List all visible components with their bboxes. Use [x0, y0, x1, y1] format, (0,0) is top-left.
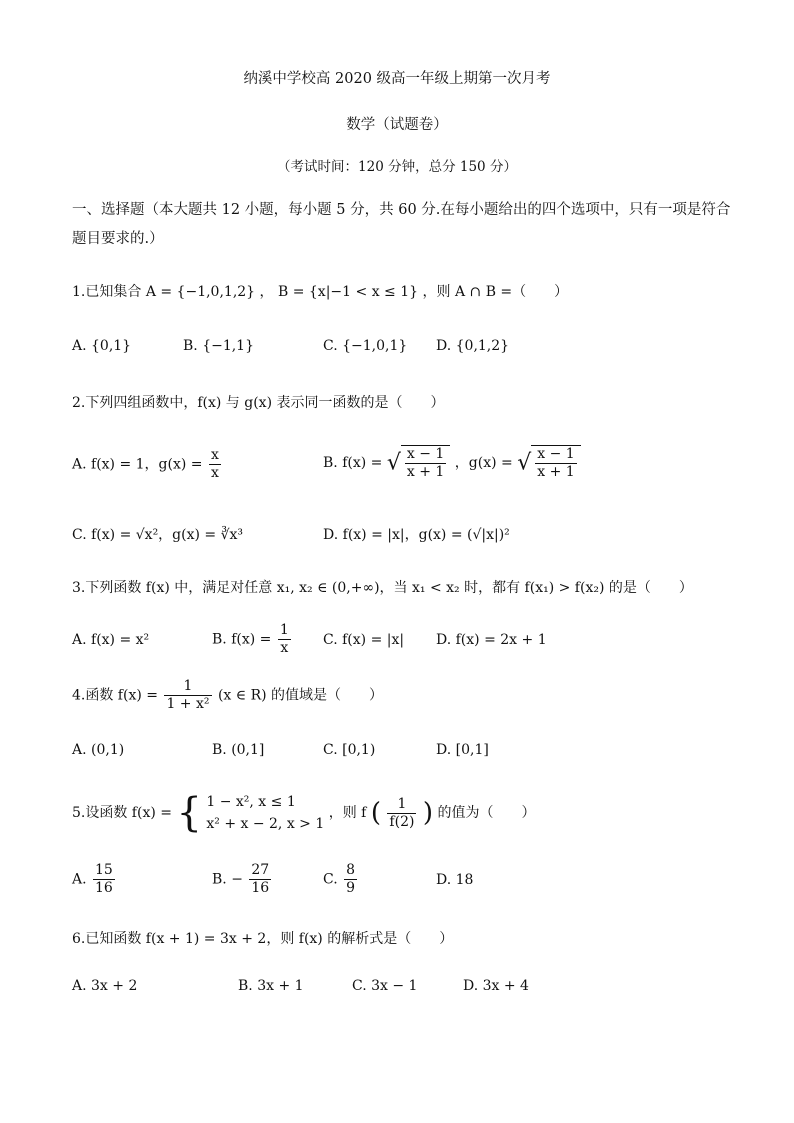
question-5: [72, 790, 536, 836]
question-6: 6.已知函数 f(x + 1) = 3x + 2，则 f(x) 的解析式是（ ）: [72, 931, 454, 947]
q4-option-a: A. (0,1): [72, 742, 125, 758]
q5-option-c-label: C.: [323, 871, 338, 888]
section-heading: 一、选择题（本大题共 12 小题，每小题 5 分，共 60 分.在每小题给出的四个选项中，只有一项是符合题目要求的.）: [72, 202, 731, 247]
q5-option-a: [72, 862, 117, 897]
radical-sign: √: [517, 450, 532, 476]
q2-option-a-fraction: [209, 447, 221, 482]
q4-fraction: [164, 678, 211, 713]
q1-option-c: C. {−1,0,1}: [323, 338, 408, 354]
q2-option-b-f: f(x) =: [342, 455, 383, 471]
exam-info: （考试时间：120 分钟，总分 150 分）: [277, 159, 517, 175]
q2-option-a-expr: f(x) = 1，g(x) =: [91, 456, 203, 473]
fraction-denominator: 9: [346, 880, 356, 896]
fraction-denominator: x: [210, 465, 219, 481]
q1-option-a: A. {0,1}: [72, 338, 132, 354]
q5-option-c: [323, 862, 359, 897]
q3-option-d: D. f(x) = 2x + 1: [436, 632, 547, 648]
q1-prefix: 1.已知集合: [72, 284, 142, 300]
fraction-numerator: 1: [164, 678, 211, 696]
exam-title: 纳溪中学校高 2020 级高一年级上期第一次月考: [243, 71, 551, 87]
q2-option-b-mid: ，g(x) =: [454, 455, 513, 471]
fraction-numerator: 1: [387, 796, 416, 814]
question-1: [72, 281, 568, 301]
q5-option-a-label: A.: [72, 871, 87, 888]
q5-case-1: 1 − x², x ≤ 1: [206, 794, 296, 810]
q4-option-d: D. [0,1]: [436, 742, 489, 758]
fraction-denominator: x: [280, 640, 289, 656]
q2-option-a: [72, 447, 223, 482]
fraction-denominator: 16: [95, 880, 113, 896]
q1-ask: ，则 A ∩ B =（ ）: [422, 284, 569, 300]
q5-mid: ，则 f: [328, 805, 367, 821]
q1-option-b: B. {−1,1}: [183, 338, 254, 354]
question-4: [72, 678, 383, 713]
q2-option-c-label: C.: [72, 527, 87, 543]
q2-option-d-expr: f(x) = |x|，g(x) = (√|x|)²: [342, 527, 510, 543]
q2-option-d: [323, 524, 510, 544]
q2-option-b-label: B.: [323, 455, 338, 471]
q1-separator: ，: [259, 284, 274, 300]
left-paren: (: [370, 798, 381, 828]
q6-option-a: A. 3x + 2: [72, 978, 138, 994]
q3-option-b: [212, 622, 293, 657]
q1-option-d: D. {0,1,2}: [436, 338, 510, 354]
q5-option-d: D. 18: [436, 872, 474, 888]
q3-option-b-label: B. f(x) =: [212, 631, 272, 648]
q2-option-a-label: A.: [72, 456, 87, 473]
q3-option-b-fraction: [278, 622, 291, 657]
q5-option-b: [212, 862, 273, 897]
q1-set-a: A = {−1,0,1,2}: [145, 284, 256, 300]
exam-subtitle: 数学（试题卷）: [346, 117, 448, 133]
fraction-denominator: 1 + x²: [166, 696, 210, 712]
q2-option-b: [323, 445, 581, 481]
right-paren: ): [422, 798, 434, 828]
fraction-denominator: f(2): [389, 813, 415, 830]
question-2: 2.下列四组函数中，f(x) 与 g(x) 表示同一函数的是（ ）: [72, 395, 445, 411]
q5-post: 的值为（ ）: [437, 805, 536, 821]
q5-fraction: [387, 796, 416, 831]
q5-option-b-label: B. −: [212, 871, 243, 888]
q3-option-c: C. f(x) = |x|: [323, 632, 405, 648]
q2-option-d-label: D.: [323, 527, 339, 543]
q4-option-c: C. [0,1): [323, 742, 376, 758]
q5-pre: 5.设函数 f(x) =: [72, 805, 172, 821]
q3-option-a: A. f(x) = x²: [72, 632, 150, 648]
left-brace: {: [176, 790, 202, 836]
q2-option-b-radicand: [401, 445, 450, 481]
fraction: [93, 862, 115, 897]
q4-pre: 4.函数 f(x) =: [72, 687, 158, 704]
fraction-numerator: 27: [251, 862, 270, 878]
q2-option-c-expr: f(x) = √x²，g(x) = ∛x³: [91, 527, 244, 543]
question-3: 3.下列函数 f(x) 中，满足对任意 x₁, x₂ ∈ (0,+∞)，当 x₁ < x₂ 时，都有 f(x₁) > f(x₂) 的是（ ）: [72, 580, 693, 596]
q2-option-b-radicand-2: [531, 445, 580, 481]
fraction: [249, 862, 271, 897]
fraction: [344, 862, 357, 897]
q2-option-c: [72, 524, 243, 544]
q4-post: (x ∈ R) 的值域是（ ）: [217, 687, 384, 704]
q4-option-b: B. (0,1]: [212, 742, 265, 758]
q6-option-c: C. 3x − 1: [352, 978, 418, 994]
q6-option-b: B. 3x + 1: [238, 978, 304, 994]
q5-case-2: x² + x − 2, x > 1: [206, 816, 325, 832]
fraction-denominator: x + 1: [537, 464, 575, 480]
radical-sign: √: [386, 450, 401, 476]
fraction-numerator: 1: [279, 622, 289, 638]
fraction-numerator: 15: [95, 862, 113, 878]
fraction-denominator: x + 1: [406, 464, 445, 480]
fraction-denominator: 16: [251, 880, 270, 896]
fraction-numerator: x − 1: [537, 446, 575, 462]
fraction-numerator: x: [210, 447, 219, 463]
fraction-numerator: x − 1: [406, 446, 445, 462]
q5-piecewise: [206, 791, 324, 835]
q1-set-b: B = {x|−1 < x ≤ 1}: [277, 284, 419, 300]
fraction-numerator: 8: [346, 862, 356, 878]
q6-option-d: D. 3x + 4: [463, 978, 529, 994]
fraction: [535, 446, 576, 481]
fraction: [405, 446, 446, 481]
